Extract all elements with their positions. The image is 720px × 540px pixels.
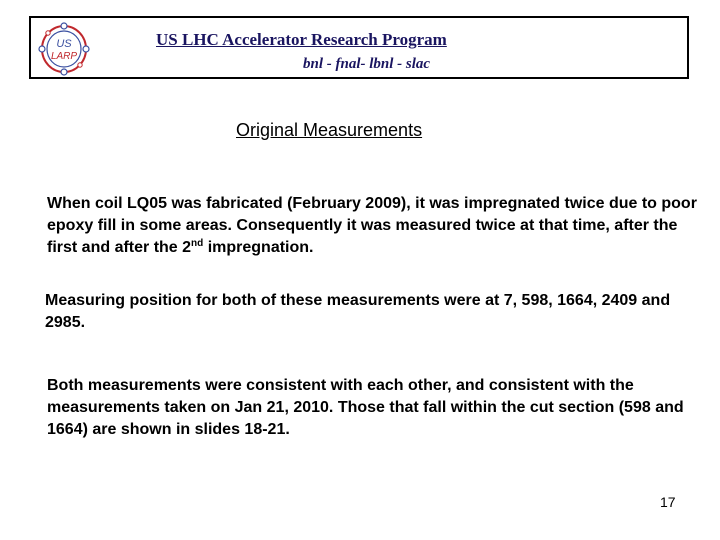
header-subtitle: bnl - fnal- lbnl - slac	[303, 56, 431, 72]
us-larp-logo-icon	[37, 22, 91, 76]
us-larp-logo	[37, 22, 91, 76]
ordinal-suffix: nd	[191, 238, 204, 249]
paragraph-coil-fabrication	[47, 193, 697, 259]
slide-heading: Original Measurements	[236, 120, 423, 140]
svg-text:US: US	[56, 38, 72, 50]
header-banner	[29, 16, 689, 79]
paragraph-consistency: Both measurements were consistent with each other, and consistent with the measurements taken on Jan 21, 2010. Those that fall within the cut section (598 and 1664) are shown in slides 18-21.	[47, 377, 684, 438]
paragraph-measuring-positions: Measuring position for both of these measurements were at 7, 598, 1664, 2409 and 2985.	[45, 292, 671, 331]
paragraph-1-text: When coil LQ05 was fabricated (February 2009), it was impregnated twice due to poor epoxy fill in some areas. Consequently it was measured twice at that time, after the first and after the 2	[47, 195, 697, 256]
header-title: US LHC Accelerator Research Program	[156, 30, 447, 49]
svg-text:LARP: LARP	[50, 51, 78, 62]
paragraph-1-end: impregnation.	[203, 239, 314, 256]
page-number: 17	[660, 494, 676, 510]
